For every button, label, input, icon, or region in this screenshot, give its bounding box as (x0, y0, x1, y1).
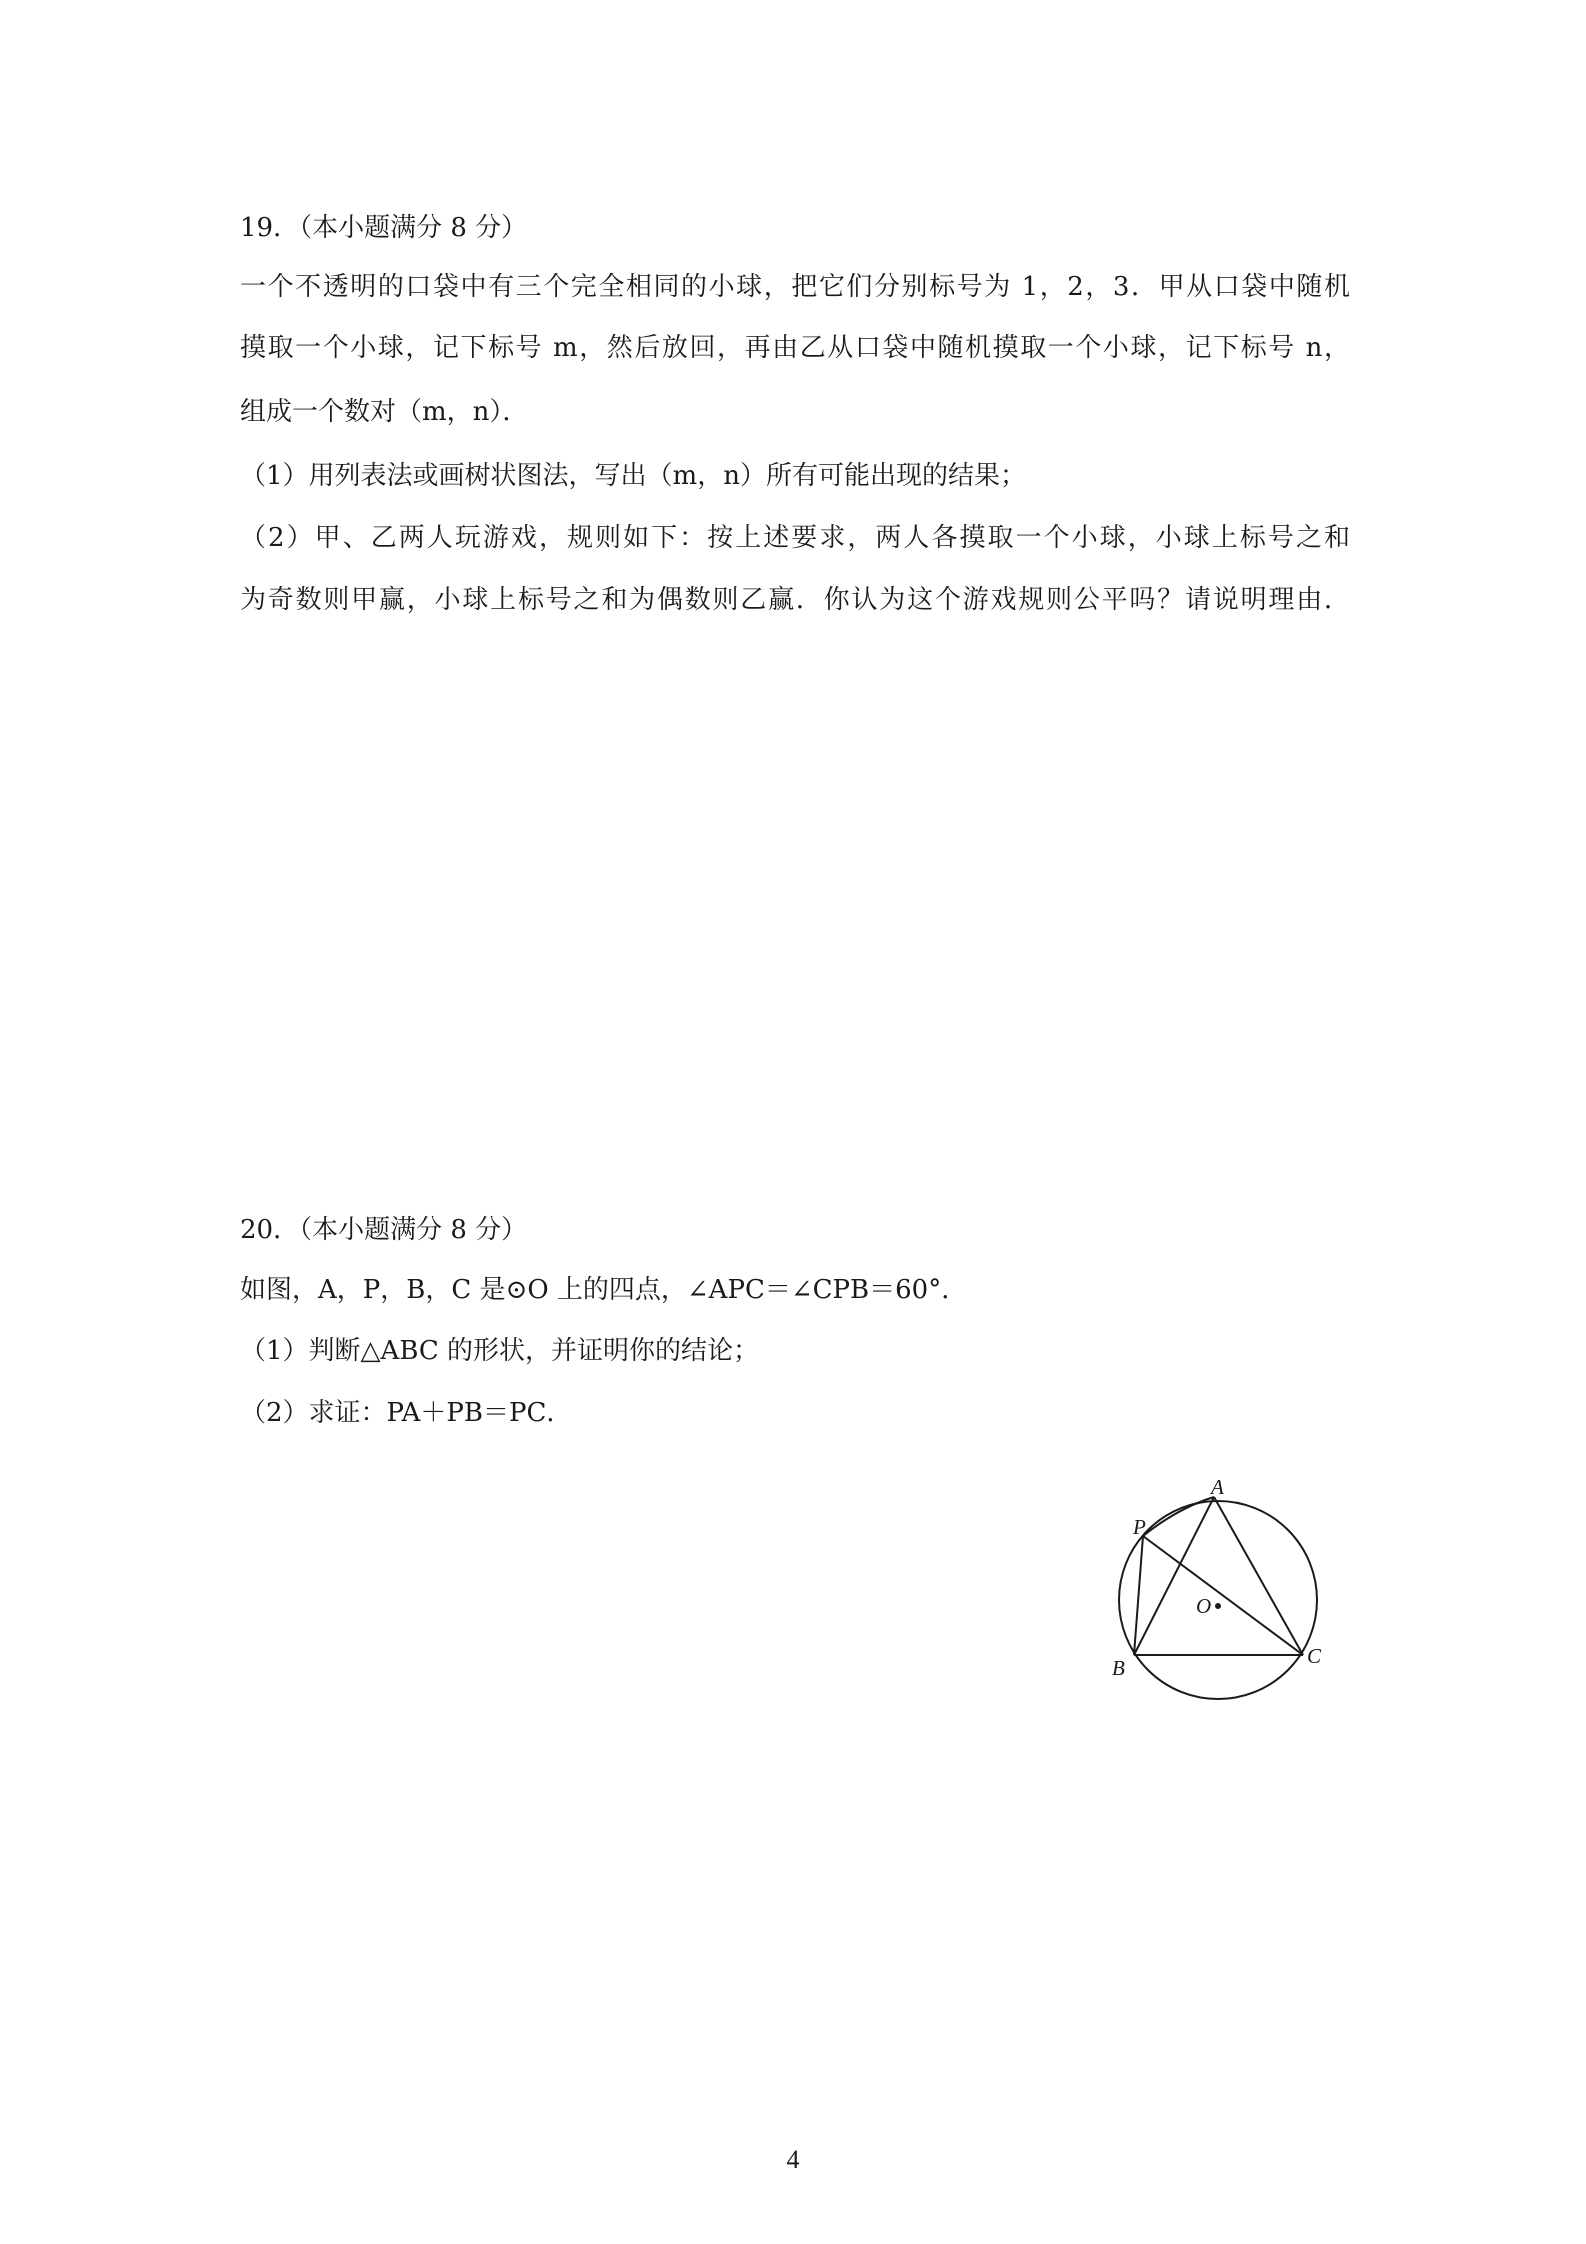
q19-header: 19．（本小题满分 8 分） (240, 213, 528, 243)
q20-text-line-1: 如图，A，P，B，C 是⊙O 上的四点，∠APC＝∠CPB＝60°． (240, 1275, 968, 1305)
q19-part-1: （1）用列表法或画树状图法，写出（m，n）所有可能出现的结果； (240, 461, 1026, 491)
q19-part-2-line-2: 为奇数则甲赢，小球上标号之和为偶数则乙赢．你认为这个游戏规则公平吗？请说明理由． (240, 585, 1350, 615)
segment-ab (1134, 1497, 1214, 1655)
label-c: C (1307, 1644, 1322, 1668)
q19-part-2-line-1: （2）甲、乙两人玩游戏，规则如下：按上述要求，两人各摸取一个小球，小球上标号之和 (240, 523, 1350, 553)
segment-pc (1143, 1536, 1303, 1655)
q19-text-line-1: 一个不透明的口袋中有三个完全相同的小球，把它们分别标号为 1，2，3．甲从口袋中随机 (240, 272, 1350, 302)
q19-text-line-2: 摸取一个小球，记下标号 m，然后放回，再由乙从口袋中随机摸取一个小球，记下标号 n， (240, 333, 1350, 363)
q20-part-2: （2）求证：PA＋PB＝PC． (240, 1398, 573, 1428)
q20-header: 20．（本小题满分 8 分） (240, 1215, 528, 1245)
label-o: O (1196, 1594, 1212, 1618)
label-b: B (1112, 1656, 1125, 1680)
label-a: A (1211, 1475, 1224, 1499)
circle-diagram (1100, 1470, 1340, 1710)
q19-text-line-3: 组成一个数对（m，n）． (240, 397, 529, 427)
label-p: P (1133, 1515, 1146, 1539)
center-point (1215, 1603, 1221, 1609)
page-number: 4 (786, 2145, 800, 2174)
q20-part-1: （1）判断△ABC 的形状，并证明你的结论； (240, 1336, 760, 1366)
segment-pb (1134, 1536, 1143, 1655)
segment-ac (1214, 1497, 1303, 1655)
